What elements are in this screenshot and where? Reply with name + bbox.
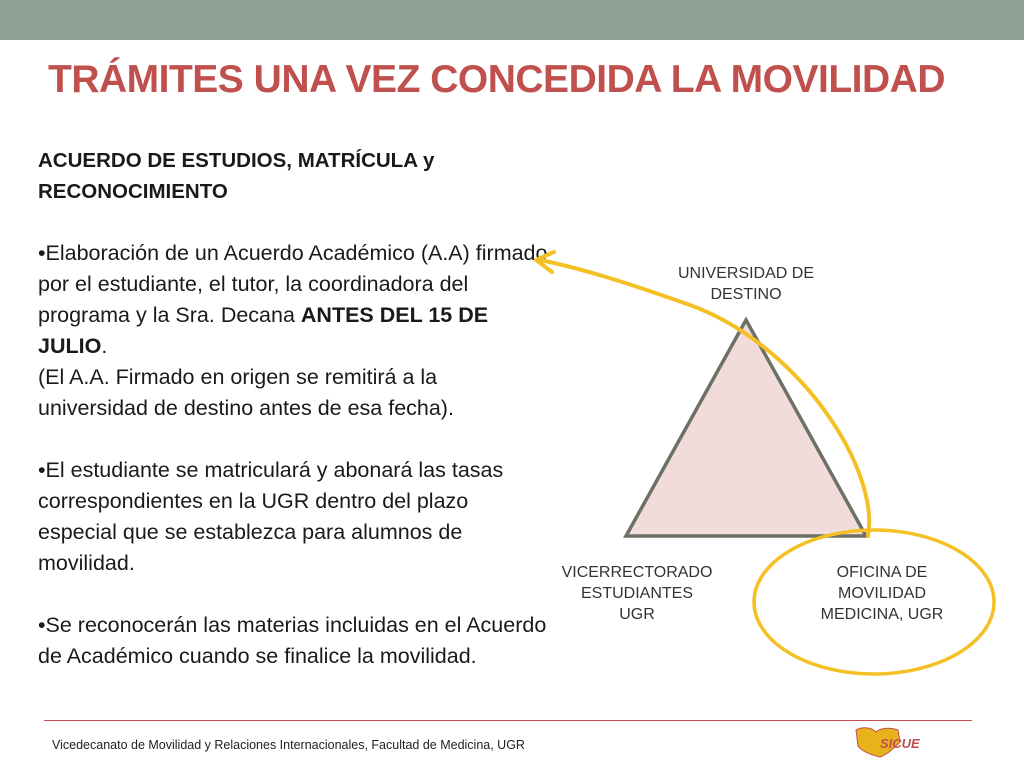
label-vicerrectorado: VICERRECTORADO ESTUDIANTES UGR bbox=[561, 564, 713, 623]
slide-title: TRÁMITES UNA VEZ CONCEDIDA LA MOVILIDAD bbox=[48, 58, 945, 101]
deadline-text: ANTES DEL 15 DE JULIO bbox=[38, 303, 489, 358]
label-destination-university: UNIVERSIDAD DE DESTINO bbox=[677, 265, 815, 303]
label-mobility-office: OFICINA DE MOVILIDAD MEDICINA, UGR bbox=[820, 564, 944, 623]
bullet-agreement-text: •Elaboración de un Acuerdo Académico (A.A) firmado por el estudiante, el tutor, la coordinadora del programa y la Sra. Decana bbox=[38, 241, 548, 327]
footer-divider bbox=[44, 720, 972, 721]
footer-text: Vicedecanato de Movilidad y Relaciones Internacionales, Facultad de Medicina, UGR bbox=[52, 738, 525, 752]
bullet-enrollment: •El estudiante se matriculará y abonará las tasas correspondientes en la UGR dentro del plazo especial que se establezca para alumnos de movilidad. bbox=[38, 458, 504, 575]
sicue-logo bbox=[850, 724, 922, 760]
triangle-shape bbox=[626, 320, 866, 536]
section-heading-line2: RECONOCIMIENTO bbox=[38, 180, 228, 203]
logo-text: SICUE bbox=[880, 736, 920, 751]
section-heading-line1: ACUERDO DE ESTUDIOS, MATRÍCULA y bbox=[38, 149, 435, 172]
bullet-agreement-note: (El A.A. Firmado en origen se remitirá a la universidad de destino antes de esa fecha). bbox=[38, 365, 454, 420]
bullet-recognition: •Se reconocerán las materias incluidas en el Acuerdo de Académico cuando se finalice la movilidad. bbox=[38, 613, 547, 668]
bullet-agreement-end: . bbox=[101, 334, 108, 358]
